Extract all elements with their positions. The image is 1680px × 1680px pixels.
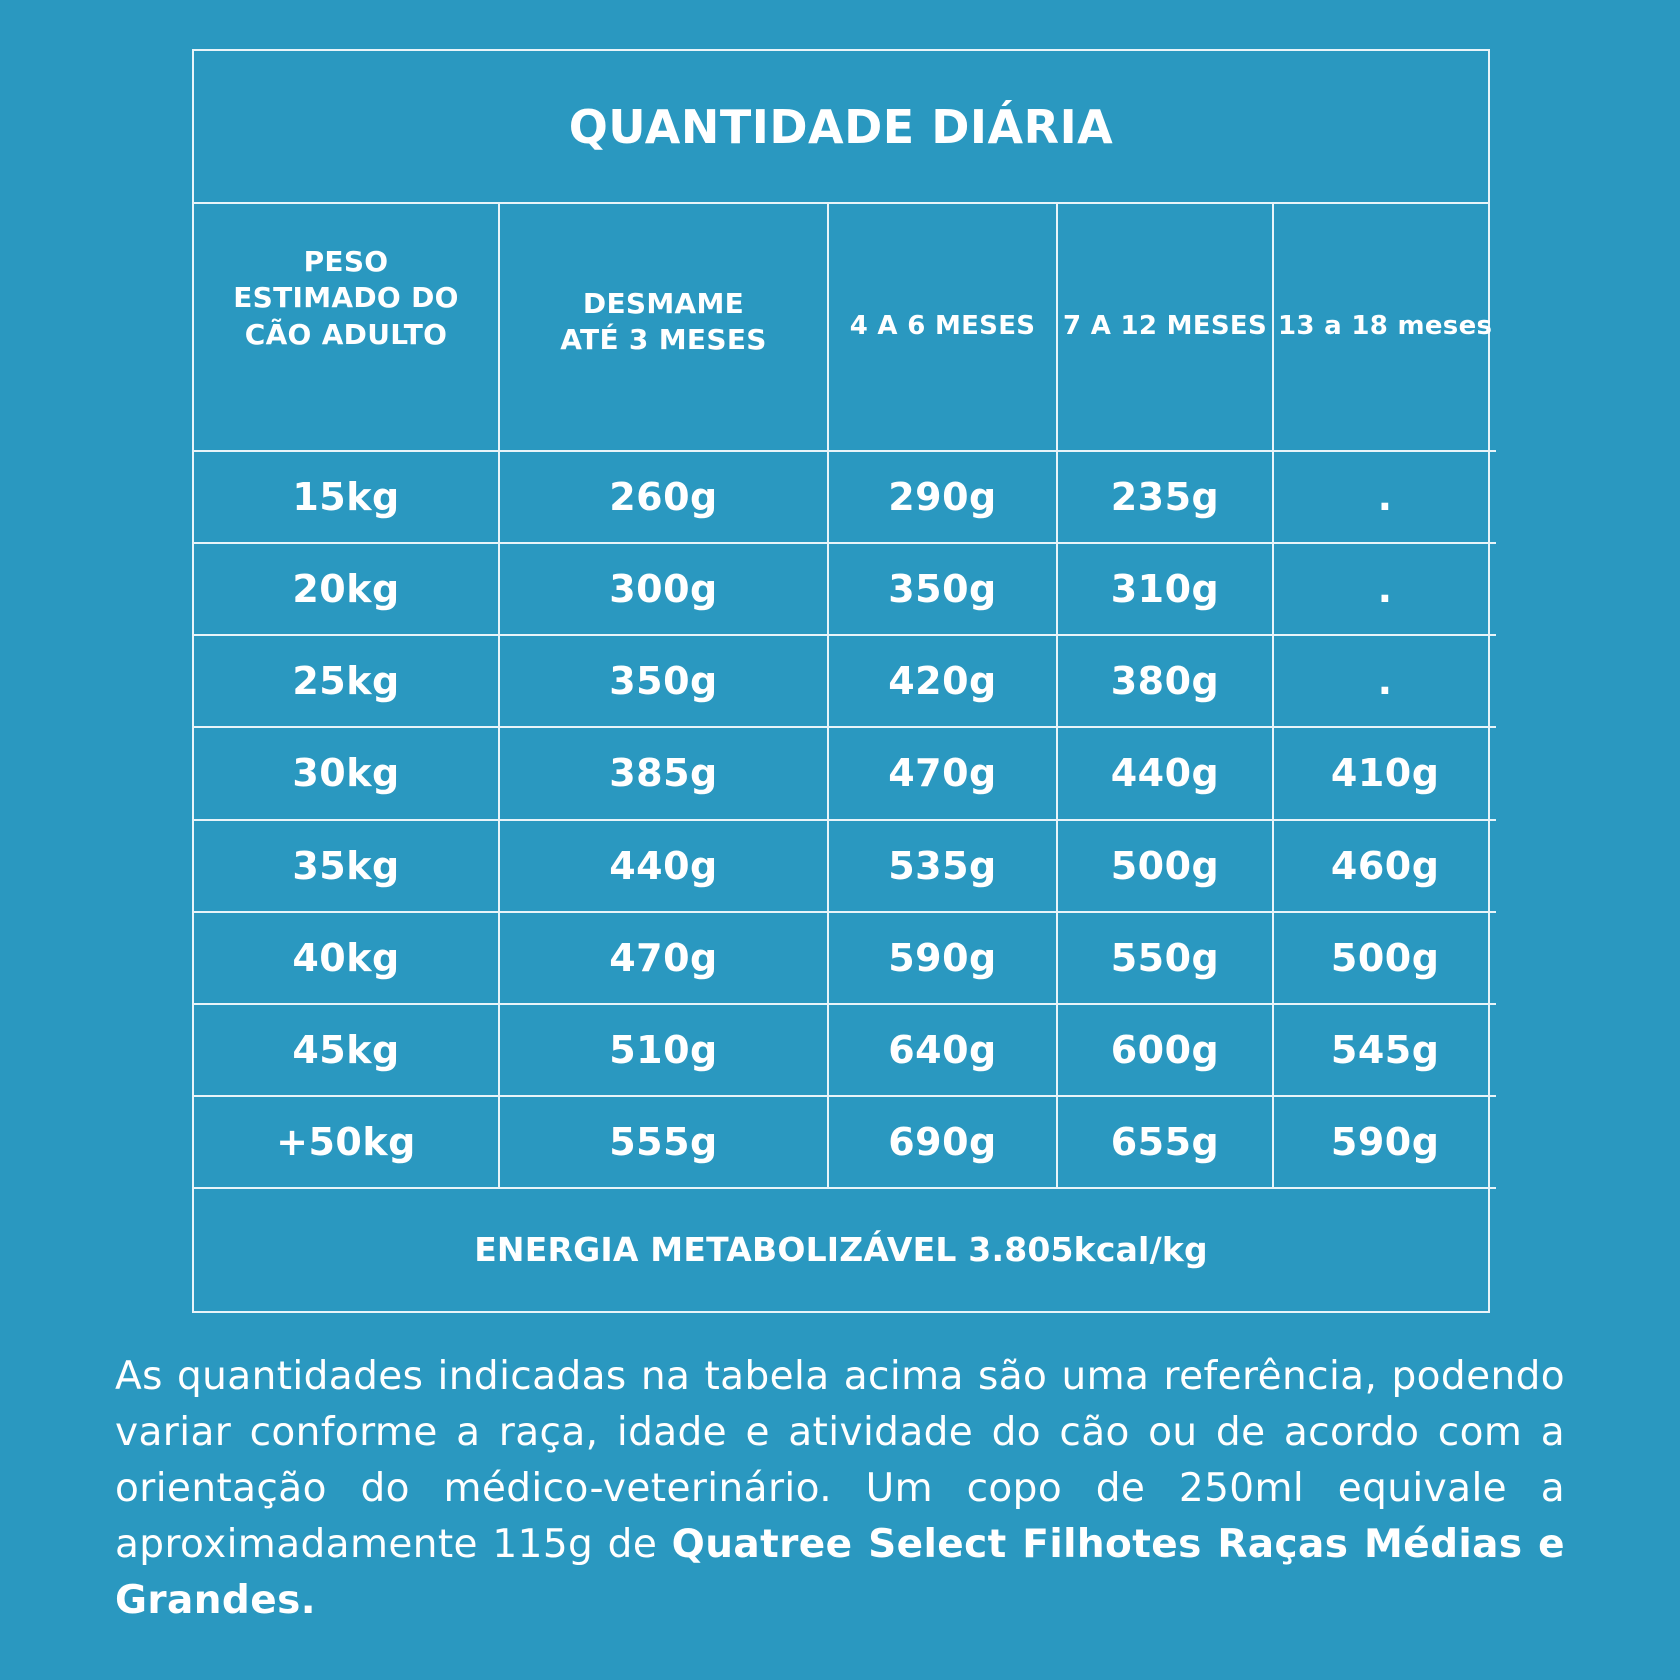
cell-13-18-months: 545g bbox=[1274, 1005, 1496, 1097]
cell-weaning: 300g bbox=[500, 544, 829, 636]
cell-4-6-months: 640g bbox=[829, 1005, 1058, 1097]
cell-weaning: 510g bbox=[500, 1005, 829, 1097]
header-weaning-line-1: DESMAME bbox=[582, 287, 745, 320]
cell-weaning: 260g bbox=[500, 452, 829, 544]
cell-13-18-months: . bbox=[1274, 452, 1496, 544]
cell-weaning: 555g bbox=[500, 1097, 829, 1189]
cell-weight: 25kg bbox=[194, 636, 500, 728]
cell-weight: 35kg bbox=[194, 821, 500, 913]
cell-weight: 20kg bbox=[194, 544, 500, 636]
cell-weaning: 385g bbox=[500, 728, 829, 820]
header-weight-line-2: ESTIMADO DO bbox=[233, 281, 459, 315]
footnote-text: As quantidades indicadas na tabela acima são uma referência, podendo variar conforme a raça, idade e atividade do cão ou de acordo com a orientação do médico-veterinário. Um copo de 250ml equivale a aproximadamente 115g de bbox=[115, 1354, 1565, 1567]
cell-4-6-months: 690g bbox=[829, 1097, 1058, 1189]
cell-7-12-months: 500g bbox=[1058, 821, 1274, 913]
footnote bbox=[115, 1349, 1565, 1629]
cell-weight: 15kg bbox=[194, 452, 500, 544]
cell-13-18-months: 410g bbox=[1274, 728, 1496, 820]
cell-4-6-months: 420g bbox=[829, 636, 1058, 728]
cell-7-12-months: 235g bbox=[1058, 452, 1274, 544]
energy-footer: ENERGIA METABOLIZÁVEL 3.805kcal/kg bbox=[474, 1229, 1208, 1269]
cell-4-6-months: 290g bbox=[829, 452, 1058, 544]
table-title: QUANTIDADE DIÁRIA bbox=[194, 51, 1488, 204]
feeding-grid bbox=[194, 204, 1493, 1189]
header-weaning bbox=[500, 204, 829, 452]
cell-7-12-months: 440g bbox=[1058, 728, 1274, 820]
cell-7-12-months: 600g bbox=[1058, 1005, 1274, 1097]
cell-13-18-months: . bbox=[1274, 636, 1496, 728]
header-4-6-months: 4 A 6 MESES bbox=[829, 204, 1058, 452]
cell-weaning: 350g bbox=[500, 636, 829, 728]
header-weaning-line-2: ATÉ 3 MESES bbox=[560, 323, 767, 357]
cell-7-12-months: 380g bbox=[1058, 636, 1274, 728]
cell-13-18-months: 590g bbox=[1274, 1097, 1496, 1189]
header-weight bbox=[194, 204, 500, 452]
cell-7-12-months: 310g bbox=[1058, 544, 1274, 636]
feeding-table bbox=[192, 49, 1493, 1313]
cell-13-18-months: 460g bbox=[1274, 821, 1496, 913]
cell-weight: 30kg bbox=[194, 728, 500, 820]
cell-4-6-months: 590g bbox=[829, 913, 1058, 1005]
cell-4-6-months: 470g bbox=[829, 728, 1058, 820]
header-weight-line-1: PESO bbox=[303, 245, 389, 278]
cell-weight: +50kg bbox=[194, 1097, 500, 1189]
product-name: Quatree Select Filhotes Raças Médias e Grandes. bbox=[115, 1522, 1565, 1623]
cell-13-18-months: . bbox=[1274, 544, 1496, 636]
cell-7-12-months: 655g bbox=[1058, 1097, 1274, 1189]
header-weight-line-3: CÃO ADULTO bbox=[244, 317, 448, 351]
cell-13-18-months: 500g bbox=[1274, 913, 1496, 1005]
cell-4-6-months: 535g bbox=[829, 821, 1058, 913]
cell-weight: 45kg bbox=[194, 1005, 500, 1097]
cell-weaning: 470g bbox=[500, 913, 829, 1005]
header-7-12-months: 7 A 12 MESES bbox=[1058, 204, 1274, 452]
cell-weaning: 440g bbox=[500, 821, 829, 913]
cell-7-12-months: 550g bbox=[1058, 913, 1274, 1005]
cell-4-6-months: 350g bbox=[829, 544, 1058, 636]
header-13-18-months: 13 a 18 meses bbox=[1274, 204, 1496, 452]
cell-weight: 40kg bbox=[194, 913, 500, 1005]
